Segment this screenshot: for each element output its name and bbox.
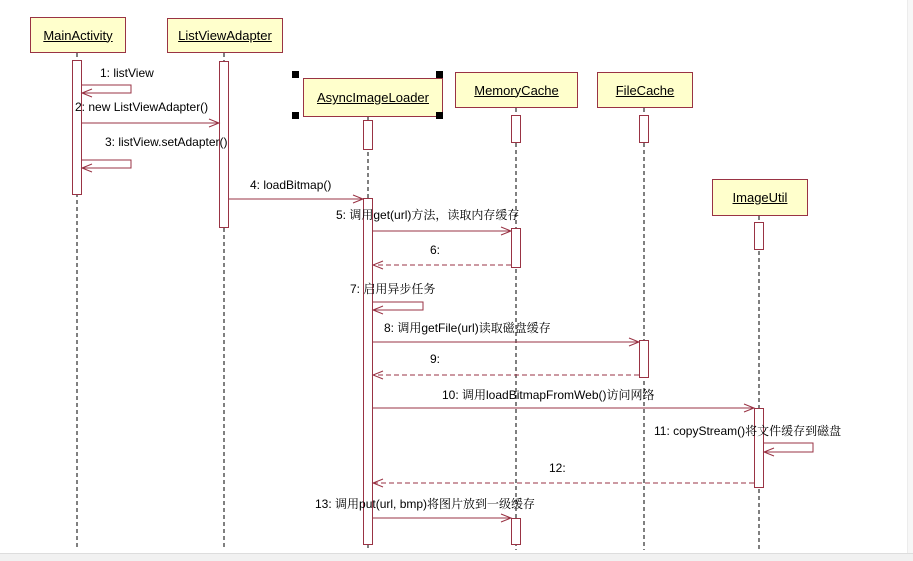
message-label-3[interactable]: 3: listView.setAdapter() [105,135,228,149]
actor-imageutil[interactable] [712,179,808,216]
message-label-1[interactable]: 1: listView [100,66,154,80]
message-11[interactable] [764,443,813,456]
actor-label-asyncimageloader: AsyncImageLoader [316,90,429,105]
message-label-4[interactable]: 4: loadBitmap() [250,178,332,192]
horizontal-scrollbar[interactable] [0,553,913,561]
actor-label-mainactivity: MainActivity [43,27,113,43]
message-10[interactable] [373,404,754,412]
message-5[interactable] [373,227,511,235]
actor-label-listviewadapter: ListViewAdapter [178,28,272,43]
message-1-line[interactable] [82,85,131,93]
actor-label-imageutil: ImageUtil [732,190,788,205]
actor-memorycache[interactable] [455,72,578,108]
actor-filecache[interactable] [597,72,693,108]
selection-handle[interactable] [436,71,443,78]
message-11-line[interactable] [764,443,813,452]
actor-listviewadapter[interactable] [167,18,283,53]
message-8[interactable] [373,338,639,346]
message-label-9[interactable]: 9: [430,352,441,366]
selection-handle[interactable] [436,112,443,119]
message-4[interactable] [229,195,363,203]
message-9[interactable] [373,371,639,379]
selection-handle[interactable] [292,71,299,78]
message-2[interactable] [82,119,219,127]
message-7-line[interactable] [373,302,423,310]
message-3[interactable] [82,160,131,172]
message-13[interactable] [373,514,511,522]
message-label-5[interactable]: 5: 调用get(url)方法，读取内存缓存 [336,208,520,222]
vertical-scrollbar[interactable] [907,0,913,553]
message-label-10[interactable]: 10: 调用loadBitmapFromWeb()访问网络 [442,388,655,402]
message-3-line[interactable] [82,160,131,168]
message-label-6[interactable]: 6: [430,243,441,257]
message-label-2[interactable]: 2: new ListViewAdapter() [75,100,209,114]
actor-mainactivity[interactable] [30,17,126,53]
actor-asyncimageloader[interactable] [303,78,443,117]
message-label-13[interactable]: 13: 调用put(url, bmp)将图片放到一级缓存 [315,497,536,511]
actor-label-filecache: FileCache [615,82,675,98]
selection-handle[interactable] [292,112,299,119]
message-6[interactable] [373,261,511,269]
message-label-12[interactable]: 12: [549,461,566,475]
message-label-8[interactable]: 8: 调用getFile(url)读取磁盘缓存 [384,321,551,335]
message-7[interactable] [373,302,423,314]
message-label-7[interactable]: 7: 启用异步任务 [350,282,436,296]
message-1[interactable] [82,85,131,97]
message-label-11[interactable]: 11: copyStream()将文件缓存到磁盘 [654,424,842,438]
actor-label-memorycache: MemoryCache [474,82,559,98]
message-12[interactable] [373,479,754,487]
